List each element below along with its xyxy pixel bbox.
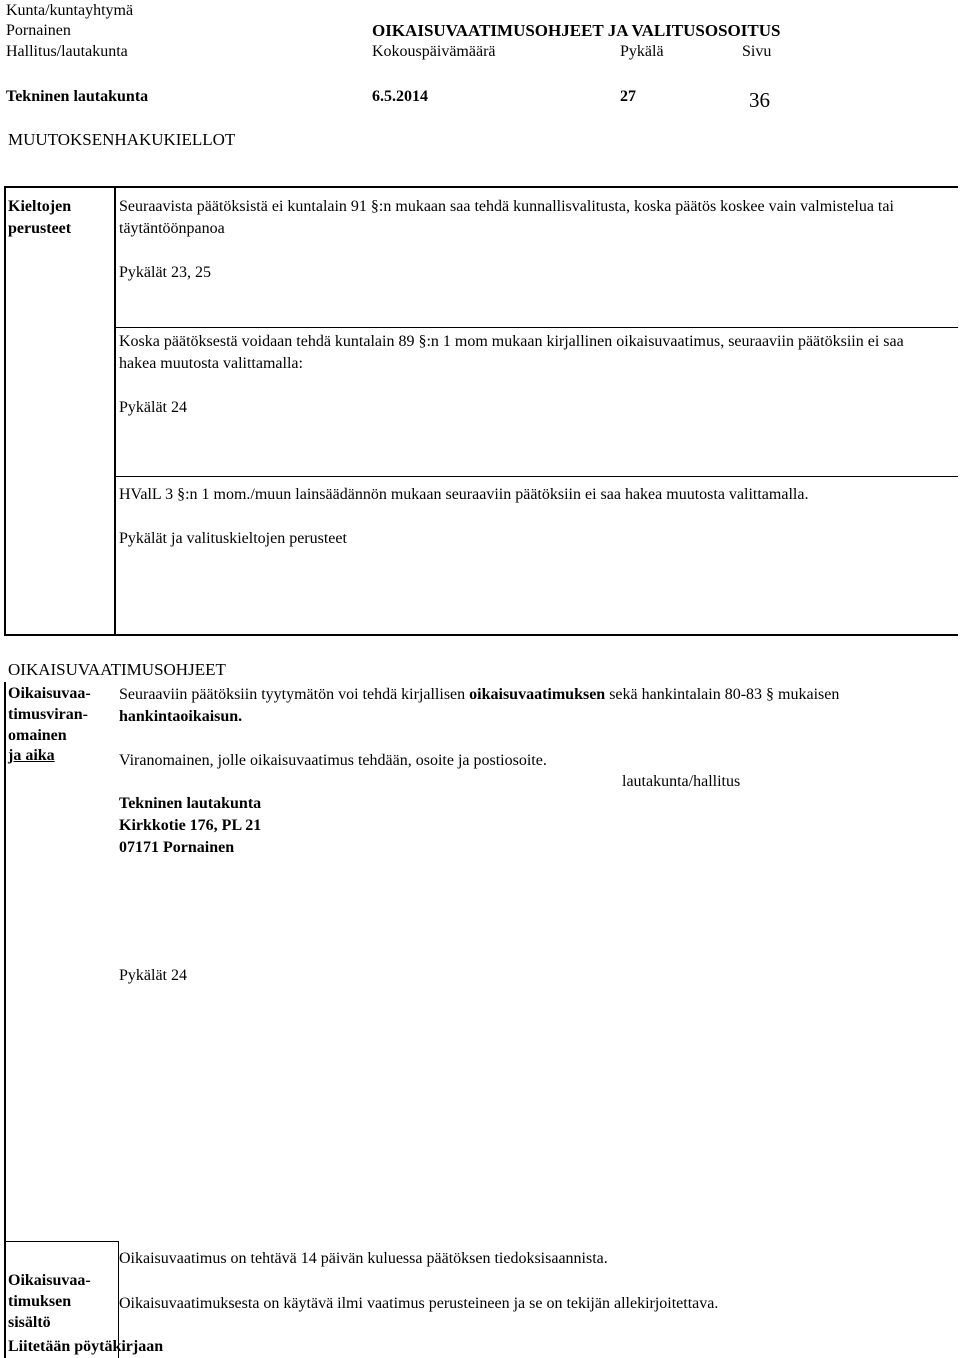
org-label: Kunta/kuntayhtymä [6, 2, 134, 19]
restriction-paragraph-1: Seuraavista päätöksistä ei kuntalain 91 §:n mukaan saa tehdä kunnallisvalitusta, koska päätös koskee vain valmistelua tai täytäntöönpanoa [119, 198, 894, 237]
body-value: Tekninen lautakunta [6, 88, 149, 105]
instructions-sections: Pykälät 24 [119, 967, 187, 984]
restriction-sections-2: Pykälät 24 [119, 399, 187, 416]
address-line-1: Tekninen lautakunta [119, 795, 262, 812]
box-top-border [4, 186, 958, 188]
box-divider [114, 186, 116, 635]
org-name: Pornainen [6, 22, 71, 39]
date-value: 6.5.2014 [372, 88, 428, 105]
row-divider-3 [4, 1241, 118, 1242]
page-label: Sivu [742, 43, 772, 60]
section-value: 27 [620, 88, 636, 105]
instructions-left-border [4, 682, 6, 1358]
body-label: Hallitus/lautakunta [6, 43, 128, 60]
row-divider-1 [114, 327, 958, 328]
restrictions-title: MUUTOKSENHAKUKIELLOT [8, 130, 236, 149]
row-divider-2 [114, 476, 958, 477]
date-label: Kokouspäivämäärä [372, 43, 496, 60]
authority-type: lautakunta/hallitus [622, 773, 741, 790]
document-title: OIKAISUVAATIMUSOHJEET JA VALITUSOSOITUS [372, 21, 781, 40]
restriction-sections-1: Pykälät 23, 25 [119, 264, 211, 281]
restriction-sections-3: Pykälät ja valituskieltojen perusteet [119, 530, 347, 547]
instructions-title: OIKAISUVAATIMUSOHJEET [8, 660, 226, 679]
content-text: Oikaisuvaatimuksesta on käytävä ilmi vaatimus perusteineen ja se on tekijän allekirjoitettava. [119, 1295, 719, 1312]
deadline-text: Oikaisuvaatimus on tehtävä 14 päivän kuluessa päätöksen tiedoksisaannista. [119, 1250, 608, 1267]
restrictions-label: Kieltojen perusteet [8, 198, 72, 238]
content-label: Oikaisuvaa- timuksen sisältö [8, 1272, 91, 1331]
box-bottom-border [4, 634, 958, 636]
address-line-3: 07171 Pornainen [119, 839, 235, 856]
restriction-paragraph-3: HValL 3 §:n 1 mom./muun lainsäädännön mukaan seuraaviin päätöksiin ei saa hakea muutosta valittamalla. [119, 486, 809, 503]
instructions-intro: Seuraaviin päätöksiin tyytymätön voi tehdä kirjallisen oikaisuvaatimuksen sekä hankintalain 80-83 § mukaisen hankintaoikaisun. [119, 686, 840, 725]
authority-intro: Viranomainen, jolle oikaisuvaatimus tehdään, osoite ja postiosoite. [119, 752, 547, 769]
footer-note: Liitetään pöytäkirjaan [8, 1338, 164, 1355]
page-value: 36 [749, 88, 770, 112]
section-label: Pykälä [620, 43, 664, 60]
address-line-2: Kirkkotie 176, PL 21 [119, 817, 262, 834]
restriction-paragraph-2: Koska päätöksestä voidaan tehdä kuntalain 89 §:n 1 mom mukaan kirjallinen oikaisuvaatimus, seuraaviin päätöksiin ei saa hakea muutosta valittamalla: [119, 333, 904, 372]
box-left-border [4, 186, 6, 635]
authority-label: Oikaisuvaa- timusviran- omainen ja aika [8, 685, 91, 765]
